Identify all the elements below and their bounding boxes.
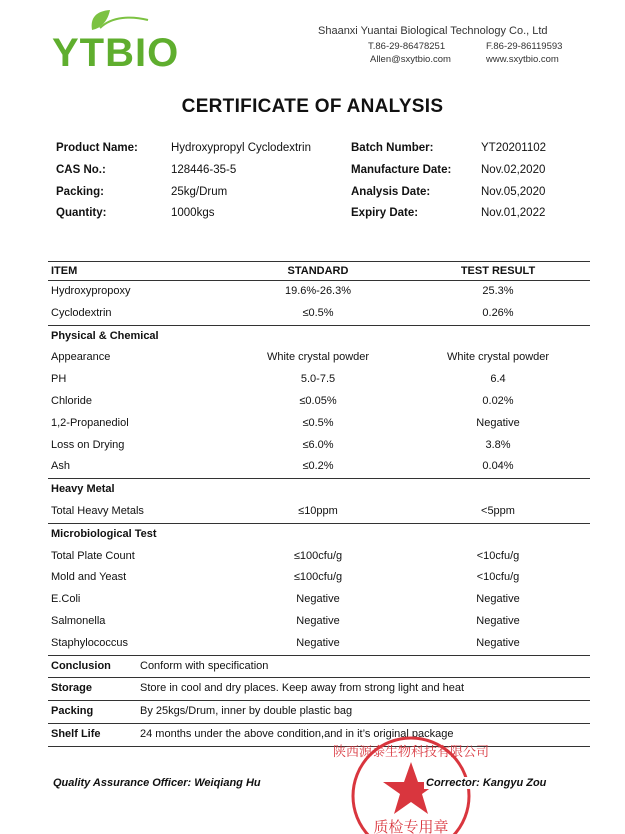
summary-value: Store in cool and dry places. Keep away from strong light and heat xyxy=(140,682,465,695)
expiry-date-value: Nov.01,2022 xyxy=(481,207,546,219)
table-row xyxy=(48,546,590,568)
item-cell: Total Plate Count xyxy=(51,549,135,562)
item-cell: Ash xyxy=(51,460,70,473)
telephone: T.86-29-86478251 xyxy=(368,41,446,52)
summary-row xyxy=(48,723,590,746)
quantity-value: 1000kgs xyxy=(171,207,215,219)
result-cell: <5ppm xyxy=(481,504,515,517)
result-cell: Negative xyxy=(476,416,520,429)
header-result: TEST RESULT xyxy=(460,265,536,277)
table-bottom-rule xyxy=(48,746,590,747)
result-cell: Negative xyxy=(476,636,520,649)
qa-officer-signature: Quality Assurance Officer: Weiqiang Hu xyxy=(53,777,261,789)
ytbio-logo xyxy=(52,8,197,75)
table-header xyxy=(48,261,590,281)
table-row xyxy=(48,567,590,589)
quantity-label: Quantity: xyxy=(56,207,107,219)
summary-label: Conclusion xyxy=(51,659,111,672)
summary-row xyxy=(48,677,590,700)
item-cell: Cyclodextrin xyxy=(51,306,112,319)
item-cell: Total Heavy Metals xyxy=(51,504,144,517)
item-cell: E.Coli xyxy=(51,593,81,606)
email-link[interactable]: Allen@sxytbio.com xyxy=(370,54,451,65)
summary-value: Conform with specification xyxy=(140,659,269,672)
summary-value: 24 months under the above condition,and in it’s original package xyxy=(140,727,454,740)
table-row xyxy=(48,413,590,435)
table-row xyxy=(48,589,590,611)
packing-value: 25kg/Drum xyxy=(171,186,228,198)
result-cell: Negative xyxy=(476,614,520,627)
item-cell: Loss on Drying xyxy=(51,438,125,451)
item-cell: Hydroxypropoxy xyxy=(51,285,131,297)
standard-cell: ≤0.05% xyxy=(299,394,337,407)
manufacture-date-value: Nov.02,2020 xyxy=(481,164,546,176)
result-cell: Negative xyxy=(476,593,520,606)
corrector-signature: Corrector: Kangyu Zou xyxy=(426,777,547,789)
table-row xyxy=(48,281,590,303)
result-cell: 0.02% xyxy=(482,394,514,407)
cas-value: 128446-35-5 xyxy=(171,164,237,176)
standard-cell: ≤0.2% xyxy=(302,460,334,473)
svg-text:YTBIO: YTBIO xyxy=(52,31,180,75)
header-standard: STANDARD xyxy=(287,265,349,277)
section-header-row xyxy=(48,325,590,348)
result-cell: 6.4 xyxy=(490,373,506,386)
table-row xyxy=(48,303,590,325)
item-cell: PH xyxy=(51,373,67,386)
standard-cell: ≤10ppm xyxy=(298,504,338,517)
analysis-table xyxy=(48,261,590,747)
summary-value: By 25kgs/Drum, inner by double plastic bag xyxy=(140,705,353,718)
item-cell: Salmonella xyxy=(51,614,106,627)
table-row xyxy=(48,347,590,369)
standard-cell: Negative xyxy=(296,636,340,649)
item-cell: Chloride xyxy=(51,394,92,407)
table-row xyxy=(48,369,590,391)
item-cell: Physical & Chemical xyxy=(51,329,159,342)
expiry-date-label: Expiry Date: xyxy=(351,207,419,219)
summary-label: Storage xyxy=(51,682,92,695)
standard-cell: ≤100cfu/g xyxy=(293,549,343,562)
manufacture-date-label: Manufacture Date: xyxy=(351,164,452,176)
summary-row xyxy=(48,655,590,678)
section-header-row xyxy=(48,523,590,546)
summary-label: Shelf Life xyxy=(51,727,101,740)
header-item: ITEM xyxy=(51,265,78,277)
result-cell: 25.3% xyxy=(482,285,514,297)
summary-label: Packing xyxy=(51,705,94,718)
standard-cell: ≤6.0% xyxy=(302,438,334,451)
company-name: Shaanxi Yuantai Biological Technology Co., Ltd xyxy=(318,25,548,37)
item-cell: Mold and Yeast xyxy=(51,571,127,584)
table-row xyxy=(48,435,590,457)
standard-cell: 19.6%-26.3% xyxy=(284,285,352,297)
website-link[interactable]: www.sxytbio.com xyxy=(486,54,559,65)
result-cell: White crystal powder xyxy=(446,351,550,364)
standard-cell: ≤100cfu/g xyxy=(293,571,343,584)
result-cell: 3.8% xyxy=(485,438,511,451)
item-cell: Appearance xyxy=(51,351,111,364)
result-cell: 0.26% xyxy=(482,306,514,319)
product-name-value: Hydroxypropyl Cyclodextrin xyxy=(171,142,311,154)
packing-label: Packing: xyxy=(56,186,104,198)
standard-cell: ≤0.5% xyxy=(302,416,334,429)
table-row xyxy=(48,391,590,413)
standard-cell: ≤0.5% xyxy=(302,306,334,319)
table-row xyxy=(48,501,590,523)
svg-text:质检专用章: 质检专用章 xyxy=(373,818,449,834)
batch-number-label: Batch Number: xyxy=(351,142,434,154)
table-row xyxy=(48,611,590,633)
result-cell: <10cfu/g xyxy=(476,549,520,562)
section-header-row xyxy=(48,478,590,501)
result-cell: 0.04% xyxy=(482,460,514,473)
item-cell: Heavy Metal xyxy=(51,483,115,496)
analysis-date-value: Nov.05,2020 xyxy=(481,186,546,198)
table-row xyxy=(48,456,590,478)
page-title: CERTIFICATE OF ANALYSIS xyxy=(181,96,444,117)
item-cell: Staphylococcus xyxy=(51,636,129,649)
svg-text:陕西源泰生物科技有限公司: 陕西源泰生物科技有限公司 xyxy=(332,745,490,760)
batch-number-value: YT20201102 xyxy=(481,142,547,154)
product-name-label: Product Name: xyxy=(56,142,138,154)
table-row xyxy=(48,633,590,655)
standard-cell: Negative xyxy=(296,614,340,627)
standard-cell: White crystal powder xyxy=(266,351,370,364)
summary-row xyxy=(48,700,590,723)
item-cell: Microbiological Test xyxy=(51,527,157,540)
item-cell: 1,2-Propanediol xyxy=(51,416,129,429)
result-cell: <10cfu/g xyxy=(476,571,520,584)
standard-cell: 5.0-7.5 xyxy=(300,373,336,386)
standard-cell: Negative xyxy=(296,593,340,606)
analysis-date-label: Analysis Date: xyxy=(351,186,431,198)
cas-label: CAS No.: xyxy=(56,164,106,176)
fax: F.86-29-86119593 xyxy=(486,41,563,52)
